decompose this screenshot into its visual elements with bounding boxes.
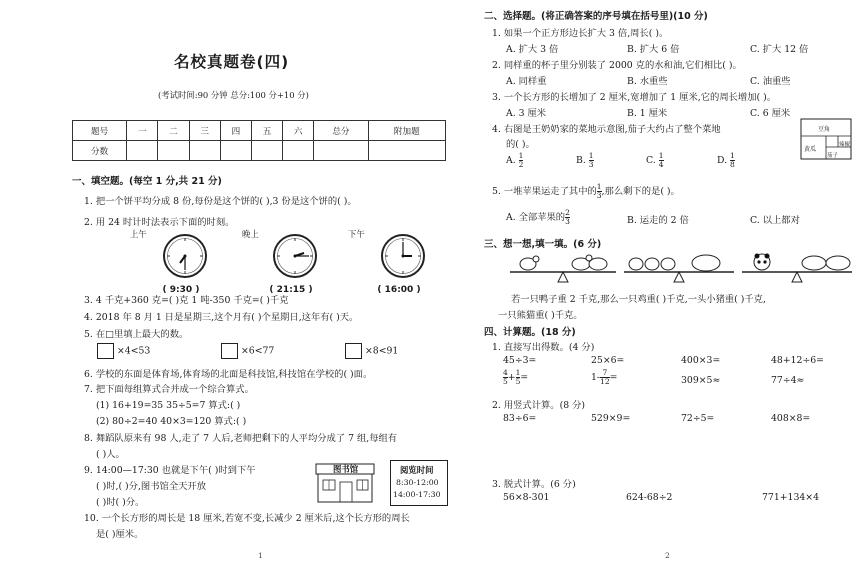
question-9-line-1: 9. 14:00—17:30 也就是下午( )时到下午 [84, 465, 256, 476]
choice-4-cont: 的( )。 [506, 139, 535, 150]
choice-2: 2. 同样重的杯子里分别装了 2000 克的水和油,它们相比( )。 [492, 60, 742, 71]
clock-face-icon [379, 232, 427, 280]
calc-item: 624-68÷2 [626, 492, 673, 503]
q5-item: ×6<77 [221, 343, 274, 359]
question-8-cont: ( )人。 [96, 449, 125, 460]
calc-item: 771+134×4 [762, 492, 819, 503]
score-cell[interactable] [220, 141, 251, 161]
section-3-text-2: 一只熊猫重( )千克。 [498, 310, 583, 321]
balance-scales-illustration [506, 250, 856, 286]
fraction: $\frac{1}{8}$ [730, 151, 735, 169]
question-10-cont: 是( )厘米。 [96, 529, 144, 540]
calc-item: 48+12÷6= [771, 355, 824, 366]
question-7: 7. 把下面每组算式合并成一个综合算式。 [84, 384, 254, 395]
garden-label: 茄子 [827, 153, 839, 159]
score-cell[interactable] [158, 141, 189, 161]
question-8: 8. 舞蹈队原来有 98 人,走了 7 人后,老师把剩下的人平均分成了 7 组,每组有 [84, 433, 398, 444]
score-header-cell: 总分 [314, 121, 368, 141]
choice-option[interactable]: D. $\frac{1}{8}$ [717, 151, 735, 169]
choice-option[interactable]: A. 同样重 [506, 76, 547, 87]
choice-1: 1. 如果一个正方形边长扩大 3 倍,周长( )。 [492, 28, 669, 39]
choice-option[interactable]: C. 以上都对 [750, 215, 800, 226]
choice-option[interactable]: A. 全部苹果的 $\frac{2}{3}$ [506, 208, 570, 226]
exam-info: (考试时间:90 分钟 总分:100 分+10 分) [158, 90, 309, 100]
calc-item: 529×9= [591, 413, 631, 424]
score-header-cell: 六 [283, 121, 314, 141]
calc-item: 1- $\frac{7}{12}$ = [591, 368, 618, 386]
opening-hours-2: 14:00-17:30 [393, 490, 441, 499]
clock-morning [130, 228, 216, 295]
score-cell[interactable] [189, 141, 220, 161]
score-header-cell: 二 [158, 121, 189, 141]
fraction: $\frac{7}{12}$ [600, 368, 610, 386]
choice-5: 5. 一堆苹果运走了其中的 $\frac{1}{3}$ ,那么剩下的是( )。 [492, 182, 680, 200]
score-table-score-row [73, 141, 446, 161]
score-header-cell: 四 [220, 121, 251, 141]
choice-option[interactable]: B. 扩大 6 倍 [627, 44, 680, 55]
section-1-heading: 一、填空题。(每空 1 分,共 21 分) [72, 176, 222, 187]
clock-time-answer: ( 16:00 ) [377, 285, 421, 295]
answer-box[interactable] [345, 343, 362, 359]
choice-option[interactable]: B. 水重些 [627, 76, 668, 87]
choice-4: 4. 右图是王奶奶家的菜地示意图,茄子大约占了整个菜地 [492, 124, 721, 135]
section-4-heading: 四、计算题。(18 分) [484, 327, 576, 338]
score-header-cell: 三 [189, 121, 220, 141]
choice-option[interactable]: C. 扩大 12 倍 [750, 44, 809, 55]
score-cell[interactable] [127, 141, 158, 161]
clock-period-label: 晚上 [242, 229, 259, 239]
calc-item: 400×3= [681, 355, 721, 366]
calc-item: 83÷6= [503, 413, 537, 424]
garden-label: 黄瓜 [804, 146, 817, 153]
library-sign: 图书馆 [333, 464, 359, 474]
score-header-cell: 题号 [73, 121, 127, 141]
question-9-line-2: ( )时,( )分,图书馆全天开放 [96, 481, 207, 492]
calc-item: 408×8= [771, 413, 811, 424]
clock-period-label: 上午 [130, 229, 147, 239]
score-header-cell: 一 [127, 121, 158, 141]
garden-label: 豆角 [818, 126, 831, 133]
clock-time-answer: ( 9:30 ) [162, 285, 200, 295]
score-table [72, 120, 446, 161]
opening-hours-title: 阅览时间 [400, 465, 434, 475]
choice-option[interactable]: C. 油重些 [750, 76, 791, 87]
calc-item: $\frac{4}{5}$ + $\frac{1}{5}$ = [503, 368, 529, 386]
problem-3: 3. 脱式计算。(6 分) [492, 479, 576, 490]
answer-box[interactable] [97, 343, 114, 359]
score-row-label: 分数 [73, 141, 127, 161]
score-header-cell: 五 [251, 121, 282, 141]
clock-period-label: 下午 [348, 229, 365, 239]
question-5: 5. 在□里填上最大的数。 [84, 329, 189, 340]
question-3: 3. 4 千克+360 克=( )克 1 吨-350 千克=( )千克 [84, 295, 289, 306]
q5-item: ×4<53 [97, 343, 150, 359]
question-1: 1. 把一个饼平均分成 8 份,每份是这个饼的( ),3 份是这个饼的( )。 [84, 196, 357, 207]
choice-3: 3. 一个长方形的长增加了 2 厘米,宽增加了 1 厘米,它的周长增加( )。 [492, 92, 777, 103]
choice-option[interactable]: A. 3 厘米 [506, 108, 547, 119]
choice-option[interactable]: B. $\frac{1}{3}$ [576, 151, 594, 169]
calc-item: 72÷5= [681, 413, 715, 424]
q5-item: ×8<91 [345, 343, 398, 359]
fraction: $\frac{1}{3}$ [596, 182, 602, 200]
score-cell[interactable] [314, 141, 368, 161]
clock-face-icon [271, 232, 319, 280]
problem-2: 2. 用竖式计算。(8 分) [492, 400, 586, 411]
choice-option[interactable]: A. 扩大 3 倍 [506, 44, 559, 55]
section-3-text-1: 若一只鸭子重 2 千克,那么一只鸡重( )千克,一头小猪重( )千克, [511, 294, 766, 305]
question-7-line-1: (1) 16+19=35 35÷5=7 算式:( ) [96, 400, 241, 411]
fraction: $\frac{1}{3}$ [588, 151, 594, 169]
choice-option[interactable]: C. $\frac{1}{4}$ [646, 151, 664, 169]
calc-item: 56×8-301 [503, 492, 550, 503]
choice-option[interactable]: B. 1 厘米 [627, 108, 668, 119]
score-cell[interactable] [251, 141, 282, 161]
calc-item: 309×5≈ [681, 375, 721, 386]
question-6: 6. 学校的东面是体育场,体育场的北面是科技馆,科技馆在学校的( )面。 [84, 369, 373, 380]
choice-option[interactable]: C. 6 厘米 [750, 108, 791, 119]
fraction: $\frac{2}{3}$ [565, 208, 570, 226]
question-7-line-2: (2) 80÷2=40 40×3=120 算式:( ) [96, 416, 247, 427]
clock-afternoon [348, 228, 434, 295]
question-9-line-3: ( )时( )分。 [96, 497, 145, 508]
fraction: $\frac{1}{4}$ [658, 151, 664, 169]
calc-item: 25×6= [591, 355, 625, 366]
score-table-header-row [73, 121, 446, 141]
question-4: 4. 2018 年 8 月 1 日是星期三,这个月有( )个星期日,这年有( )天。 [84, 312, 359, 323]
question-2: 2. 用 24 时计时法表示下面的时刻。 [84, 217, 235, 228]
clock-time-answer: ( 21:15 ) [269, 285, 313, 295]
clock-evening [242, 228, 326, 295]
choice-option[interactable]: B. 运走的 2 倍 [627, 215, 689, 226]
clock-face-icon [161, 232, 209, 280]
opening-hours-1: 8:30-12:00 [396, 478, 439, 487]
choice-option[interactable]: A. $\frac{1}{2}$ [506, 151, 524, 169]
score-cell[interactable] [368, 141, 445, 161]
score-cell[interactable] [283, 141, 314, 161]
question-10: 10. 一个长方形的周长是 18 厘米,若宽不变,长减少 2 厘米后,这个长方形的周长 [84, 513, 410, 524]
score-header-cell: 附加题 [368, 121, 445, 141]
garden-label: 辣椒 [839, 142, 851, 148]
fraction: $\frac{4}{5}$ [503, 368, 508, 386]
page-number: 2 [665, 551, 670, 560]
section-2-heading: 二、选择题。(将正确答案的序号填在括号里)(10 分) [484, 11, 708, 22]
calc-item: 77÷4≈ [771, 375, 805, 386]
fraction: $\frac{1}{2}$ [518, 151, 524, 169]
fraction: $\frac{1}{5}$ [515, 368, 521, 386]
problem-1: 1. 直接写出得数。(4 分) [492, 342, 595, 353]
page-number: 1 [258, 551, 263, 560]
section-3-heading: 三、想一想,填一填。(6 分) [484, 239, 602, 250]
answer-box[interactable] [221, 343, 238, 359]
calc-item: 45÷3= [503, 355, 537, 366]
page-title: 名校真题卷(四) [174, 53, 290, 71]
